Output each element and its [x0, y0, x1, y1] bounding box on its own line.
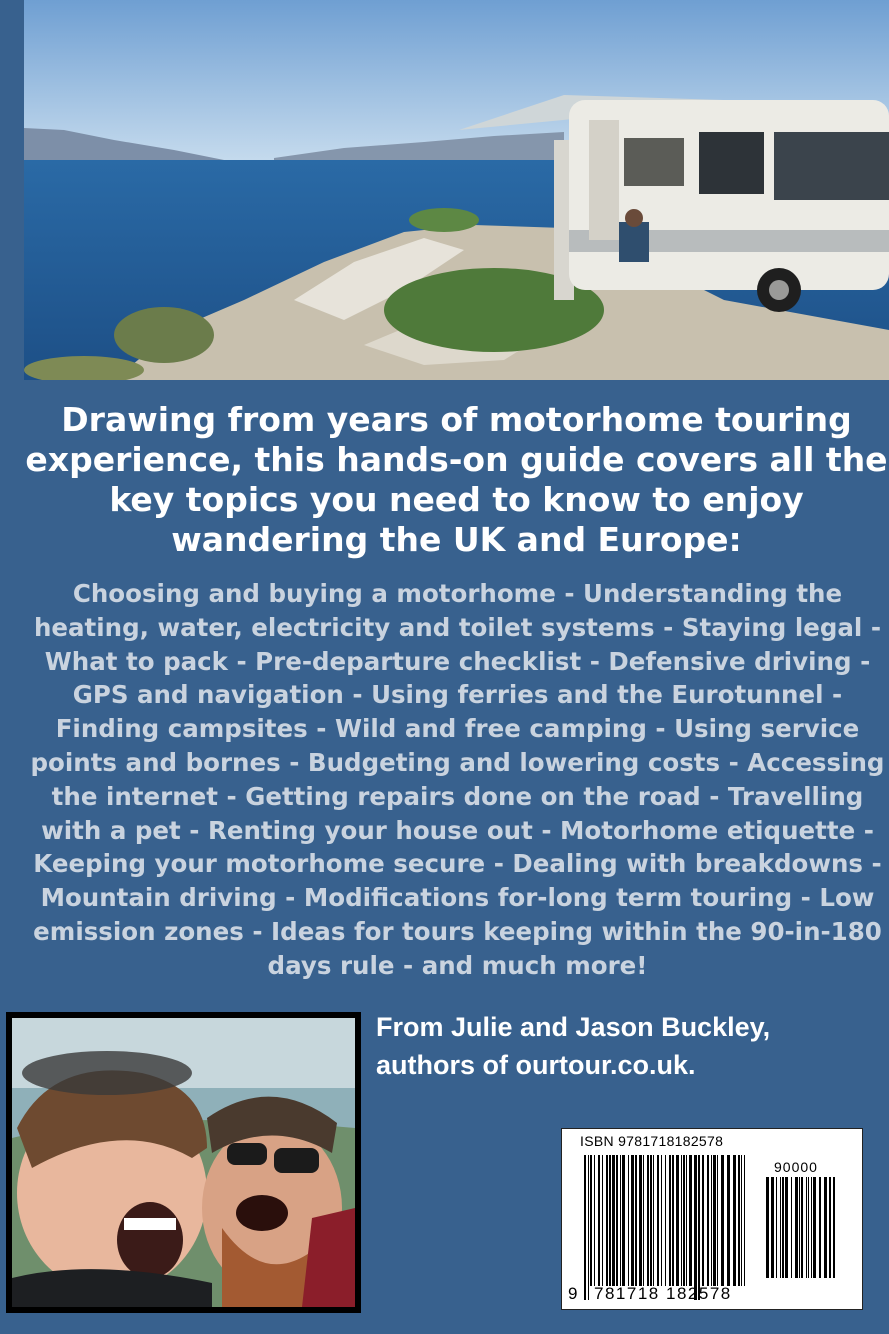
barcode-bar	[653, 1155, 654, 1286]
barcode-digits-right: 182578	[666, 1284, 732, 1303]
barcode-bar	[669, 1155, 671, 1286]
barcode-bar	[628, 1155, 629, 1286]
barcode-bar	[711, 1155, 712, 1286]
barcode-bar	[681, 1155, 682, 1286]
barcode-bar	[609, 1155, 611, 1286]
barcode-bar	[694, 1155, 697, 1300]
barcode-bar	[813, 1177, 816, 1278]
barcode-bar	[647, 1155, 649, 1286]
barcode-bar	[829, 1177, 831, 1278]
barcode-bar	[689, 1155, 692, 1286]
barcode-bar	[594, 1155, 595, 1286]
barcode-bar	[717, 1155, 718, 1286]
barcode-bar	[744, 1155, 745, 1286]
barcode-bar	[672, 1155, 674, 1286]
barcode-bar	[799, 1177, 800, 1278]
barcode-bar	[620, 1155, 621, 1286]
barcode-bar	[650, 1155, 652, 1286]
barcode-bar	[801, 1177, 803, 1278]
barcode-digits-left: 781718	[594, 1284, 660, 1303]
barcode-bar	[598, 1155, 600, 1286]
barcode-bar	[639, 1155, 642, 1286]
barcode-bar	[727, 1155, 730, 1286]
authors-photo	[6, 1012, 361, 1313]
barcode-bar	[590, 1155, 592, 1286]
barcode-bar	[771, 1177, 774, 1278]
barcode-bar	[657, 1155, 659, 1286]
barcode-bar	[811, 1177, 812, 1278]
barcode-bar	[782, 1177, 784, 1278]
isbn-barcode	[561, 1128, 863, 1310]
barcode-bar	[833, 1177, 835, 1278]
barcode-bar	[702, 1155, 704, 1286]
barcode-bar	[707, 1155, 709, 1286]
barcode-bar	[698, 1155, 700, 1300]
barcode-bar	[631, 1155, 634, 1286]
authors-line-2: authors of ourtour.co.uk.	[376, 1050, 696, 1080]
barcode-bar	[738, 1155, 740, 1286]
barcode-bars	[584, 1155, 749, 1300]
authors-line-1: From Julie and Jason Buckley,	[376, 1012, 771, 1042]
barcode-bar	[806, 1177, 807, 1278]
barcode-bar	[766, 1177, 769, 1278]
barcode-bar	[776, 1177, 777, 1278]
barcode-bar	[612, 1155, 615, 1286]
barcode-bar	[584, 1155, 586, 1300]
barcode-bar	[780, 1177, 781, 1278]
barcode-bar	[661, 1155, 662, 1286]
barcode-bar	[622, 1155, 625, 1286]
barcode-bar	[741, 1155, 742, 1286]
topics-list: Choosing and buying a motorhome - Understanding the heating, water, electricity and toilet systems - Staying legal - What to pack - Pre-departure checklist - Defensive driving - GPS and navigation - Using ferries and the Eurotunnel - Finding campsites - Wild and free camping - Using service points and bornes - Budgeting and lowering costs - Accessing the internet - Getting repairs done on the road - Travelling with a pet - Renting your house out - Motorhome etiquette - Keeping your motorhome secure - Dealing with breakdowns - Mountain driving - Modifications for-long term touring - Low emission zones - Ideas for tours keeping within the 90-in-180 days rule - and much more!	[30, 579, 885, 980]
barcode-bar	[676, 1155, 679, 1286]
barcode-bar	[606, 1155, 608, 1286]
price-addon-bars	[766, 1177, 836, 1292]
isbn-label: ISBN 9781718182578	[580, 1133, 724, 1149]
barcode-digit-first: 9	[568, 1284, 579, 1303]
barcode-bar	[795, 1177, 798, 1278]
barcode-bar	[785, 1177, 788, 1278]
barcode-bar	[733, 1155, 736, 1286]
description-headline: Drawing from years of motorhome touring experience, this hands-on guide covers all the key topics you need to know to enjoy wandering the UK and Europe:	[25, 400, 888, 559]
barcode-bar	[635, 1155, 637, 1286]
barcode-bar	[683, 1155, 685, 1286]
barcode-bar	[602, 1155, 603, 1286]
barcode-bar	[791, 1177, 792, 1278]
barcode-bar	[713, 1155, 716, 1286]
authors-credit	[376, 1008, 770, 1084]
barcode-bar	[686, 1155, 687, 1286]
barcode-bar	[808, 1177, 809, 1278]
barcode-bar	[588, 1155, 589, 1300]
price-code: 90000	[774, 1159, 818, 1175]
barcode-bar	[616, 1155, 618, 1286]
motorhome-photo	[24, 0, 889, 380]
barcode-bar	[665, 1155, 666, 1286]
barcode-bar	[721, 1155, 724, 1286]
barcode-bar	[643, 1155, 644, 1286]
barcode-bar	[824, 1177, 827, 1278]
barcode-bar	[819, 1177, 821, 1278]
